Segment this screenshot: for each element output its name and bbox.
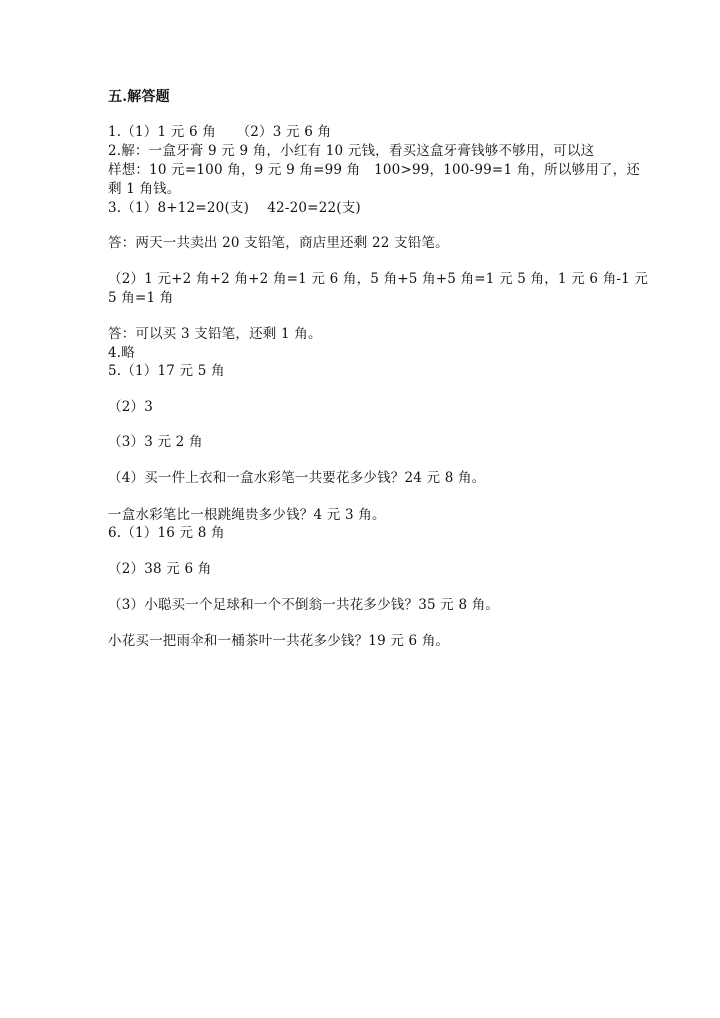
answer-5-4: （4）买一件上衣和一盒水彩笔一共要花多少钱？24 元 8 角。 xyxy=(108,470,486,486)
answer-3-2-line-2: 5 角=1 角 xyxy=(108,290,174,306)
answer-6-2: （2）38 元 6 角 xyxy=(108,561,212,577)
answer-1: 1.（1）1 元 6 角 （2）3 元 6 角 xyxy=(108,124,332,140)
answer-3-1-reply: 答：两天一共卖出 20 支铅笔，商店里还剩 22 支铅笔。 xyxy=(108,235,449,251)
answer-2-line-2: 样想：10 元=100 角，9 元 9 角=99 角 100>99，100-99=1 角，所以够用了，还 xyxy=(108,162,641,178)
answer-5-4-extra: 一盒水彩笔比一根跳绳贵多少钱？4 元 3 角。 xyxy=(108,507,386,523)
answer-5-1: 5.（1）17 元 5 角 xyxy=(108,363,225,379)
section-title: 五.解答题 xyxy=(108,89,170,105)
answer-4: 4.略 xyxy=(108,345,135,361)
answer-6-1: 6.（1）16 元 8 角 xyxy=(108,525,225,541)
answer-3-2-reply: 答：可以买 3 支铅笔，还剩 1 角。 xyxy=(108,326,322,342)
answer-2-line-1: 2.解：一盒牙膏 9 元 9 角，小红有 10 元钱，看买这盒牙膏钱够不够用，可以这 xyxy=(108,143,595,159)
answer-5-2: （2）3 xyxy=(108,399,153,415)
answer-3-1: 3.（1）8+12=20(支) 42-20=22(支) xyxy=(108,200,361,216)
answer-6-3: （3）小聪买一个足球和一个不倒翁一共花多少钱？35 元 8 角。 xyxy=(108,597,500,613)
answer-2-line-3: 剩 1 角钱。 xyxy=(108,181,181,197)
answer-3-2-line-1: （2）1 元+2 角+2 角+2 角=1 元 6 角，5 角+5 角+5 角=1 元 5 角，1 元 6 角-1 元 xyxy=(108,271,649,287)
answer-6-3-extra: 小花买一把雨伞和一桶茶叶一共花多少钱？19 元 6 角。 xyxy=(108,633,450,649)
answer-5-3: （3）3 元 2 角 xyxy=(108,434,203,450)
